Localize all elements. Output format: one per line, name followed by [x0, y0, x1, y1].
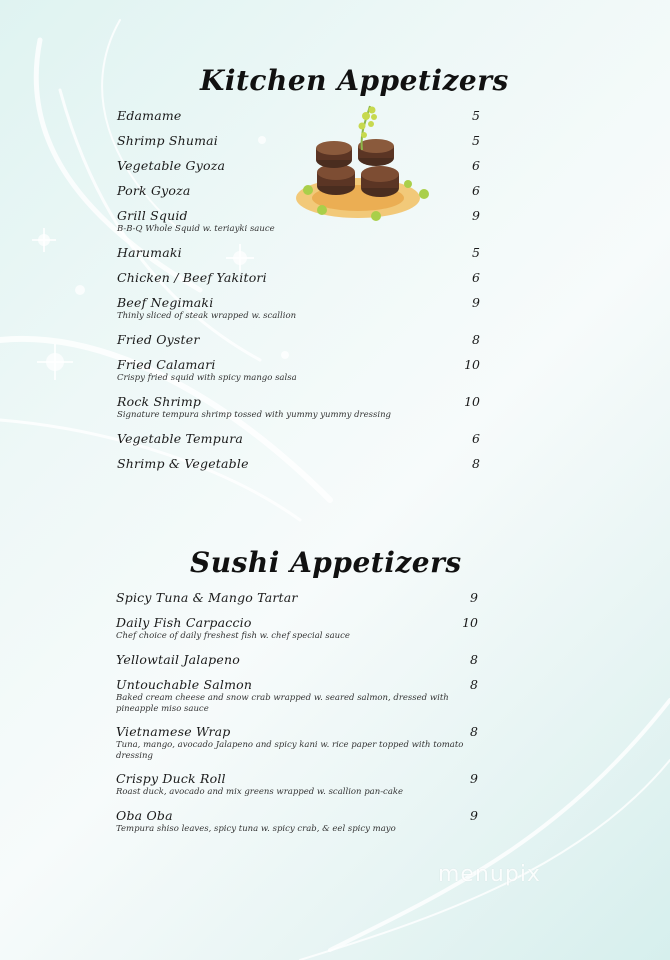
menu-item [116, 771, 478, 808]
item-name: Harumaki [117, 245, 182, 260]
item-price: 8 [470, 677, 478, 692]
menu-item [117, 456, 480, 481]
item-name: Vietnamese Wrap [116, 724, 231, 739]
item-description: Crispy fried squid with spicy mango salsa [117, 373, 297, 383]
item-price: 5 [472, 245, 480, 260]
item-description: Roast duck, avocado and mix greens wrapped w. scallion pan-cake [116, 787, 404, 797]
item-description: Tuna, mango, avocado Jalapeno and spicy kani w. rice paper topped with tomato dressing [116, 740, 464, 761]
item-price: 8 [470, 724, 478, 739]
menu-item [117, 295, 480, 332]
item-name: Vegetable Tempura [117, 431, 244, 446]
item-name: Pork Gyoza [117, 183, 191, 198]
item-description: B-B-Q Whole Squid w. teriayki sauce [117, 224, 275, 234]
item-price: 10 [464, 357, 480, 372]
item-description: Signature tempura shrimp tossed with yummy yummy dressing [117, 410, 391, 420]
menu-item [116, 590, 478, 615]
item-name: Crispy Duck Roll [116, 771, 226, 786]
item-description: Tempura shiso leaves, spicy tuna w. spicy crab, & eel spicy mayo [116, 824, 396, 834]
menu-item [116, 808, 478, 845]
item-price: 6 [472, 431, 480, 446]
item-price: 10 [462, 615, 478, 630]
menu-item [116, 652, 478, 677]
item-description: Thinly sliced of steak wrapped w. scallion [117, 311, 297, 321]
menu-item [117, 245, 480, 270]
item-name: Beef Negimaki [117, 295, 214, 310]
item-price: 8 [470, 652, 478, 667]
item-name: Rock Shrimp [117, 394, 202, 409]
sushi-appetizers-list [116, 590, 478, 845]
item-description: Baked cream cheese and snow crab wrapped w. seared salmon, dressed with pineapple miso sauce [116, 693, 449, 714]
item-name: Shrimp Shumai [117, 133, 218, 148]
item-name: Untouchable Salmon [116, 677, 253, 692]
item-name: Fried Calamari [117, 357, 216, 372]
menu-item [117, 357, 480, 394]
menu-item [117, 332, 480, 357]
item-price: 10 [464, 394, 480, 409]
item-name: Yellowtail Jalapeno [116, 652, 240, 667]
item-price: 6 [472, 183, 480, 198]
item-name: Chicken / Beef Yakitori [117, 270, 267, 285]
item-name: Grill Squid [117, 208, 188, 223]
item-price: 9 [472, 208, 480, 223]
menu-item [117, 394, 480, 431]
item-price: 9 [470, 771, 478, 786]
item-price: 9 [472, 295, 480, 310]
item-price: 5 [472, 108, 480, 123]
item-price: 9 [470, 808, 478, 823]
dish-photo [292, 102, 434, 230]
menu-item [117, 270, 480, 295]
item-price: 8 [472, 456, 480, 471]
item-name: Spicy Tuna & Mango Tartar [116, 590, 298, 605]
item-name: Edamame [117, 108, 182, 123]
menu-item [116, 615, 478, 652]
menu-item [116, 677, 478, 724]
item-name: Oba Oba [116, 808, 173, 823]
item-name: Shrimp & Vegetable [117, 456, 249, 471]
menu-item [117, 431, 480, 456]
item-price: 8 [472, 332, 480, 347]
watermark: menupix [438, 862, 541, 887]
menu-item [116, 724, 478, 771]
item-price: 9 [470, 590, 478, 605]
item-name: Fried Oyster [117, 332, 200, 347]
item-price: 5 [472, 133, 480, 148]
item-name: Vegetable Gyoza [117, 158, 226, 173]
item-price: 6 [472, 270, 480, 285]
sushi-appetizers-title: Sushi Appetizers [190, 546, 462, 579]
item-name: Daily Fish Carpaccio [116, 615, 252, 630]
kitchen-appetizers-title: Kitchen Appetizers [200, 64, 509, 97]
item-price: 6 [472, 158, 480, 173]
item-description: Chef choice of daily freshest fish w. chef special sauce [116, 631, 350, 641]
